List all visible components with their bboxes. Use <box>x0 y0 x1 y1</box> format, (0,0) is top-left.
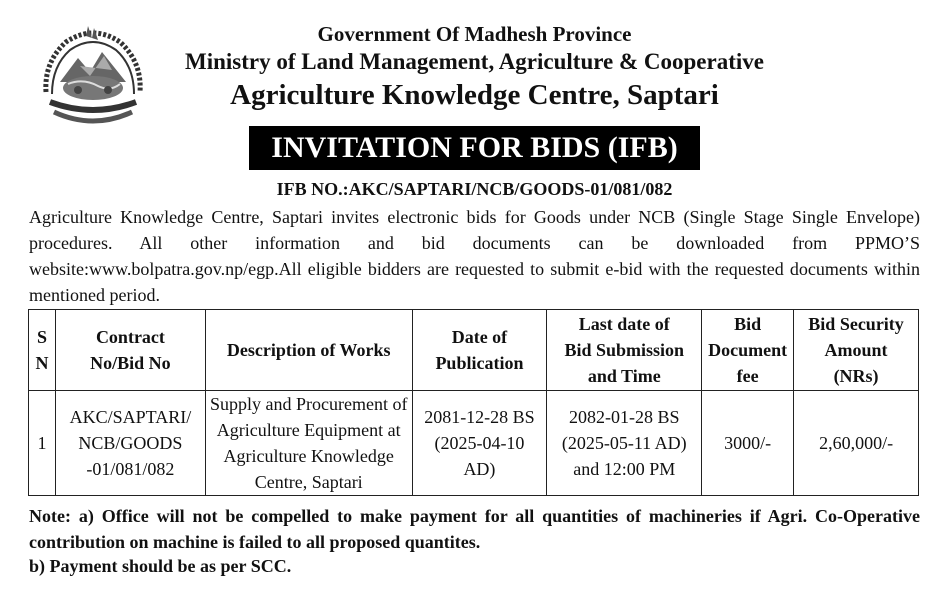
header-security <box>794 310 919 391</box>
cell-line: 2081-12-28 BS <box>424 407 535 427</box>
cell-line: (2025-05-11 AD) <box>561 433 687 453</box>
cell-line: NCB/GOODS <box>78 433 183 453</box>
cell-line: AD) <box>463 459 496 479</box>
header-line: S <box>36 327 47 347</box>
header-province: Government Of Madhesh Province <box>317 22 632 46</box>
cell-line: AKC/SAPTARI/ <box>69 407 192 427</box>
cell-line: and 12:00 PM <box>573 459 676 479</box>
cell-sn: 1 <box>29 391 56 496</box>
header-line: (NRs) <box>833 366 879 386</box>
header-line: N <box>35 353 49 373</box>
ifb-banner: INVITATION FOR BIDS (IFB) <box>249 126 700 170</box>
cell-description: Supply and Procurement of Agriculture Equipment at Agriculture Knowledge Centre, Saptari <box>205 391 412 496</box>
header-contract <box>55 310 205 391</box>
header-description <box>205 310 412 391</box>
ifb-number: IFB NO.:AKC/SAPTARI/NCB/GOODS-01/081/082 <box>276 179 673 199</box>
header-line: Bid <box>734 314 762 334</box>
note-a: Note: a) Office will not be compelled to make payment for all quantities of machineries if Agri. Co-Operative contribution on machine is failed to all proposed quantites. <box>29 506 920 552</box>
header-line: Bid Security <box>808 314 904 334</box>
cell-line: -01/081/082 <box>86 459 175 479</box>
header-office: Agriculture Knowledge Centre, Saptari <box>230 79 719 111</box>
intro-paragraph: Agriculture Knowledge Centre, Saptari invites electronic bids for Goods under NCB (Single Stage Single Envelope) procedures. All other information and bid documents can be downloaded from PPMO’S website:www.bolpatra.gov.np/egp.All eligible bidders are requested to submit e-bid with the requested documents within mentioned period. <box>29 207 920 305</box>
cell-submission <box>547 391 702 496</box>
header-publication <box>412 310 547 391</box>
cell-line: (2025-04-10 <box>434 433 525 453</box>
header-line: No/Bid No <box>90 353 171 373</box>
table-header-row <box>29 310 919 391</box>
header-sn <box>29 310 56 391</box>
header-line: Last date of <box>578 314 670 334</box>
cell-fee: 3000/- <box>702 391 794 496</box>
bid-table <box>28 309 919 496</box>
cell-publication <box>412 391 547 496</box>
header-line: Date of <box>451 327 508 347</box>
header-line: Document <box>708 340 788 360</box>
header-line: fee <box>736 366 759 386</box>
header-submission <box>547 310 702 391</box>
cell-contract <box>55 391 205 496</box>
cell-line: 2082-01-28 BS <box>569 407 680 427</box>
header-line: and Time <box>587 366 661 386</box>
header-line: Publication <box>435 353 524 373</box>
header-line: Amount <box>824 340 888 360</box>
table-row <box>29 391 919 496</box>
header-fee <box>702 310 794 391</box>
header-ministry: Ministry of Land Management, Agriculture & Cooperative <box>185 49 764 74</box>
header-line: Description of Works <box>226 340 391 360</box>
header-line: Contract <box>95 327 165 347</box>
header-line: Bid Submission <box>564 340 685 360</box>
note-b: b) Payment should be as per SCC. <box>29 556 292 576</box>
cell-security: 2,60,000/- <box>794 391 919 496</box>
